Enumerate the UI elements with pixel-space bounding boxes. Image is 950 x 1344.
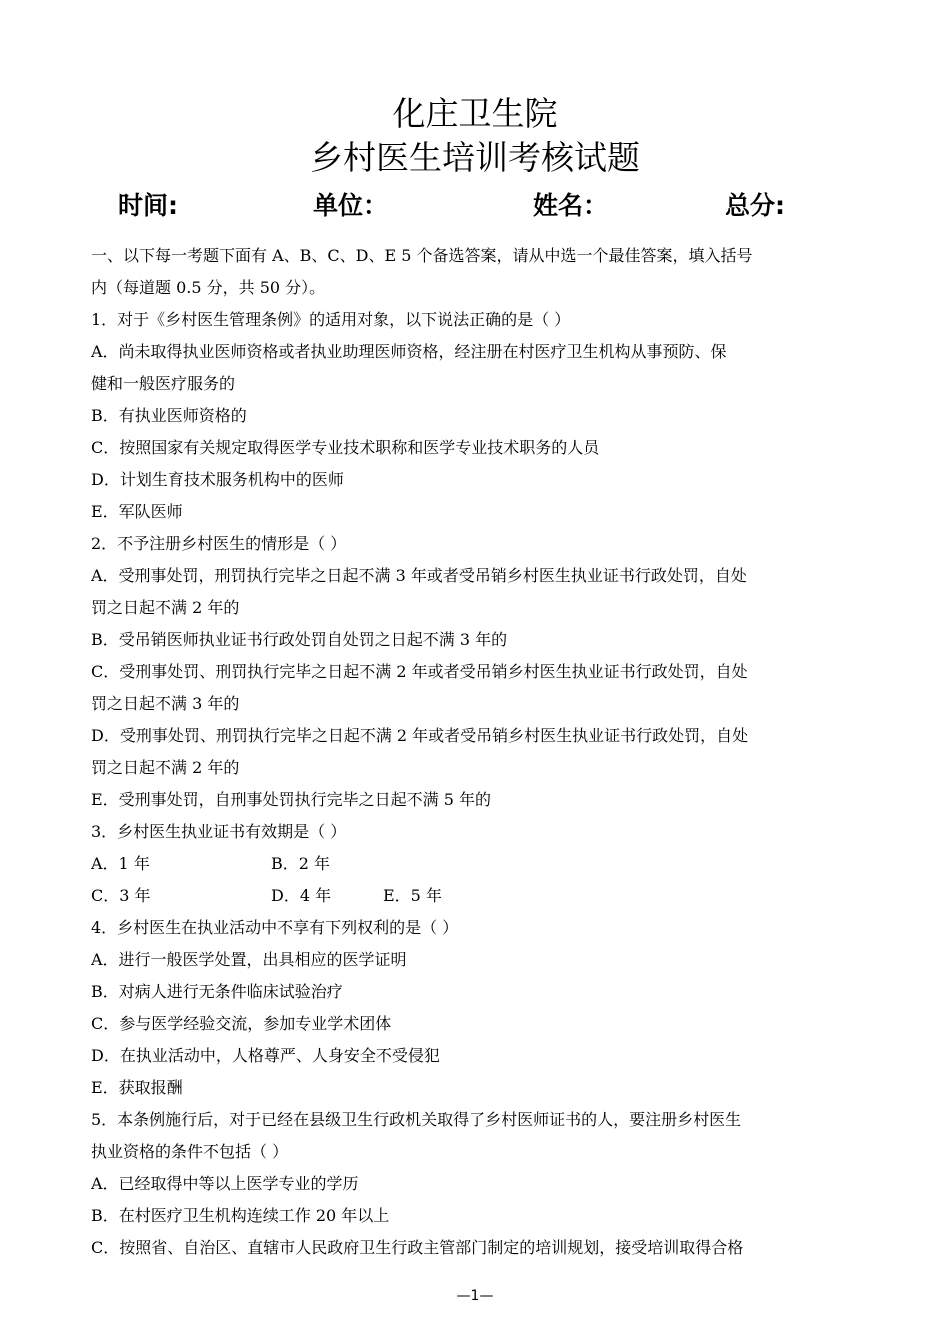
question-stem: 5．本条例施行后，对于已经在县级卫生行政机关取得了乡村医师证书的人，要注册乡村医生 <box>91 1110 742 1129</box>
question-stem: 1．对于《乡村医生管理条例》的适用对象，以下说法正确的是（ ） <box>91 310 571 329</box>
option-d: D．计划生育技术服务机构中的医师 <box>91 470 344 489</box>
option-c-cont: 罚之日起不满 3 年的 <box>91 694 240 713</box>
exam-content <box>91 240 861 1264</box>
option-e: E．军队医师 <box>91 502 183 521</box>
option-b: B．受吊销医师执业证书行政处罚自处罚之日起不满 3 年的 <box>91 630 508 649</box>
option-a: A．1 年 <box>91 854 150 873</box>
time-label: 时间: <box>118 191 178 220</box>
option-row <box>91 880 861 912</box>
option-a: A．已经取得中等以上医学专业的学历 <box>91 1174 359 1193</box>
option-e: E．受刑事处罚，自刑事处罚执行完毕之日起不满 5 年的 <box>91 790 492 809</box>
exam-title: 乡村医生培训考核试题 <box>310 138 640 177</box>
question-stem: 3．乡村医生执业证书有效期是（ ） <box>91 822 347 841</box>
instructions-line: 内（每道题 0.5 分，共 50 分）。 <box>91 278 326 297</box>
page-number: —1— <box>456 1288 494 1304</box>
option-e: E．5 年 <box>383 886 442 905</box>
option-a-cont: 健和一般医疗服务的 <box>91 374 236 393</box>
question-stem: 4．乡村医生在执业活动中不享有下列权利的是（ ） <box>91 918 459 937</box>
instructions-line: 一、以下每一考题下面有 A、B、C、D、E 5 个备选答案，请从中选一个最佳答案，填入括号 <box>91 246 753 265</box>
option-d: D．4 年 <box>271 886 332 905</box>
option-d: D．受刑事处罚、刑罚执行完毕之日起不满 2 年或者受吊销乡村医生执业证书行政处罚，自处 <box>91 726 749 745</box>
option-a: A．尚未取得执业医师资格或者执业助理医师资格，经注册在村医疗卫生机构从事预防、保 <box>91 342 727 361</box>
option-a-cont: 罚之日起不满 2 年的 <box>91 598 240 617</box>
option-e: E．获取报酬 <box>91 1078 183 1097</box>
option-d: D．在执业活动中，人格尊严、人身安全不受侵犯 <box>91 1046 440 1065</box>
option-c: C．按照省、自治区、直辖市人民政府卫生行政主管部门制定的培训规划，接受培训取得合格 <box>91 1238 744 1257</box>
option-c: C．受刑事处罚、刑罚执行完毕之日起不满 2 年或者受吊销乡村医生执业证书行政处罚，自处 <box>91 662 748 681</box>
score-label: 总分: <box>725 191 785 220</box>
option-a: A．受刑事处罚，刑罚执行完毕之日起不满 3 年或者受吊销乡村医生执业证书行政处罚，自处 <box>91 566 747 585</box>
option-a: A．进行一般医学处置，出具相应的医学证明 <box>91 950 407 969</box>
option-c: C．按照国家有关规定取得医学专业技术职称和医学专业技术职务的人员 <box>91 438 600 457</box>
option-c: C．参与医学经验交流，参加专业学术团体 <box>91 1014 392 1033</box>
question-stem: 2．不予注册乡村医生的情形是（ ） <box>91 534 347 553</box>
option-b: B．2 年 <box>271 854 331 873</box>
option-b: B．有执业医师资格的 <box>91 406 247 425</box>
question-stem-cont: 执业资格的条件不包括（ ） <box>91 1142 289 1161</box>
option-row <box>91 848 861 880</box>
option-b: B．在村医疗卫生机构连续工作 20 年以上 <box>91 1206 390 1225</box>
name-label: 姓名： <box>533 191 609 220</box>
option-d-cont: 罚之日起不满 2 年的 <box>91 758 240 777</box>
unit-label: 单位： <box>313 191 389 220</box>
option-c: C．3 年 <box>91 886 151 905</box>
option-b: B．对病人进行无条件临床试验治疗 <box>91 982 343 1001</box>
hospital-title: 化庄卫生院 <box>392 94 558 133</box>
